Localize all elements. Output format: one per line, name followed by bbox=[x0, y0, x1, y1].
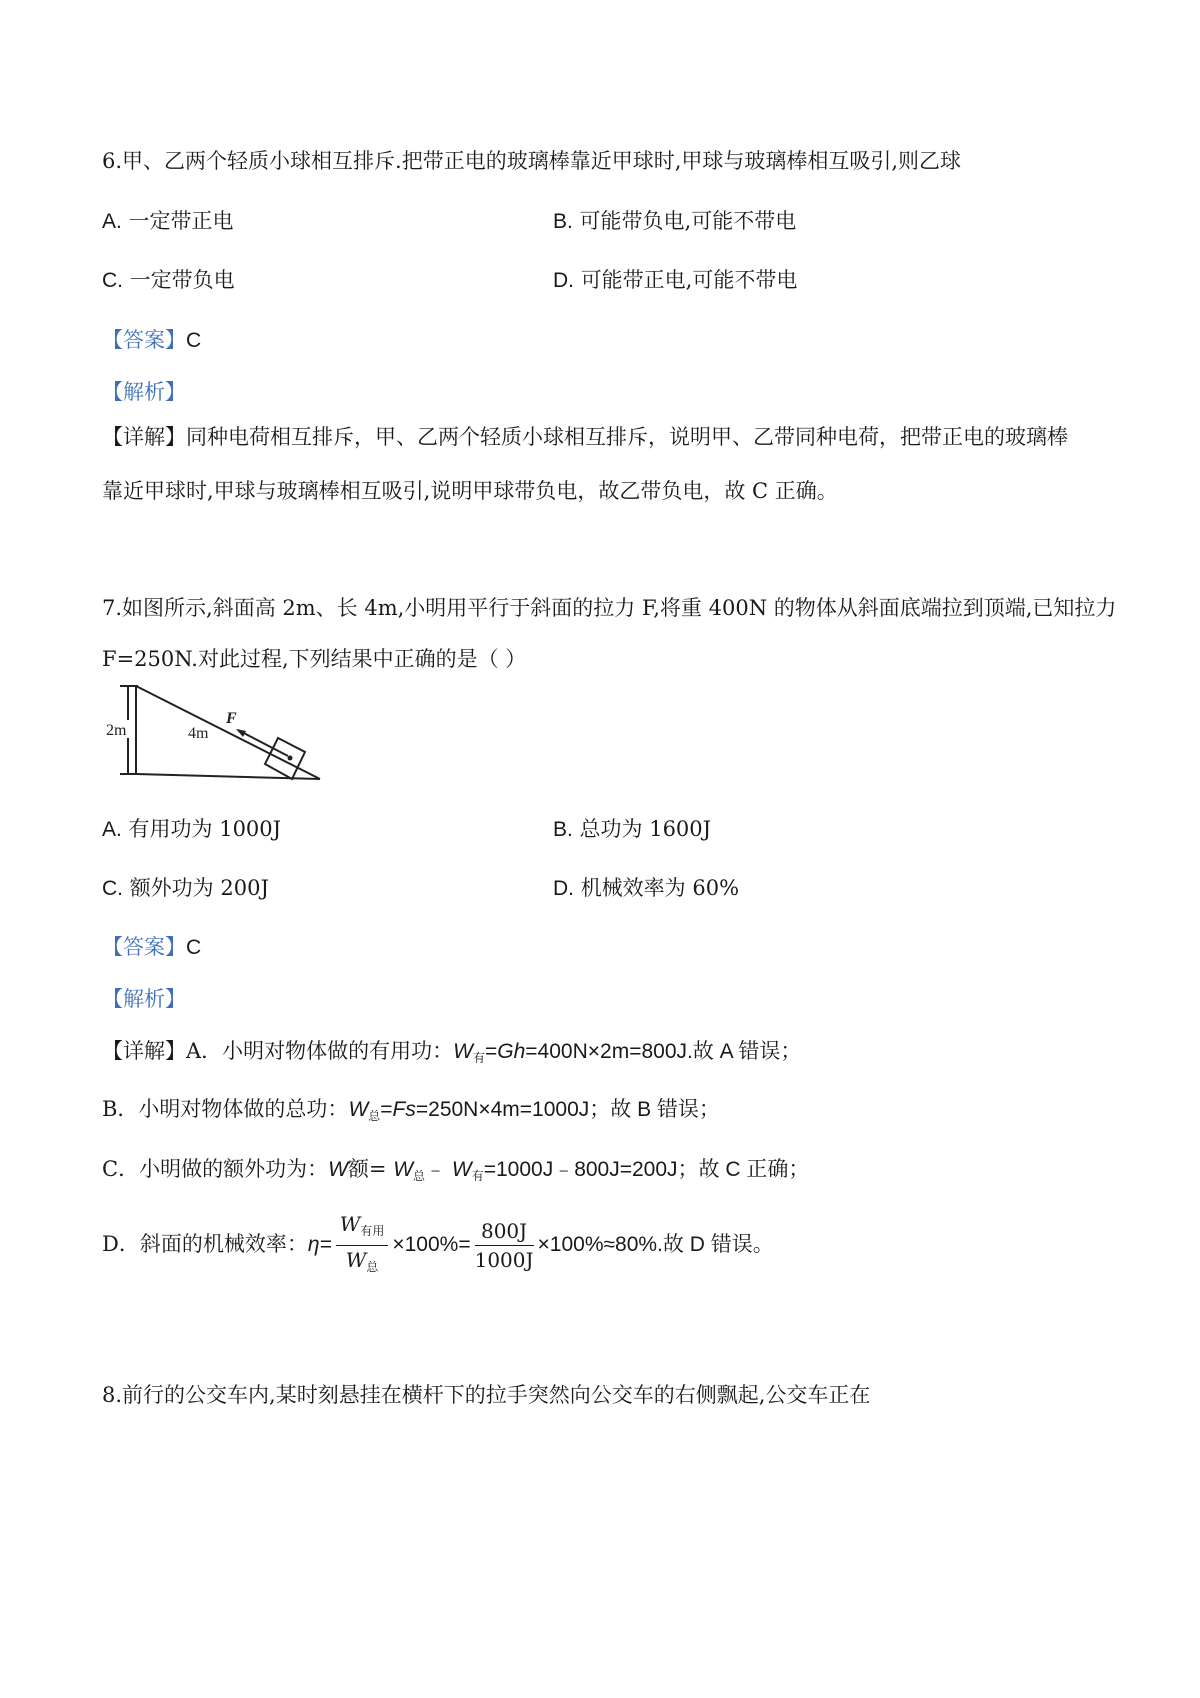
fs-symbol: Fs bbox=[392, 1098, 416, 1121]
eta-symbol: η= bbox=[307, 1233, 332, 1256]
q7-stem-line1: 7.如图所示,斜面高 2m、长 4m,小明用平行于斜面的拉力 F,将重 400N 的物体从斜面底端拉到顶端,已知拉力 bbox=[102, 596, 1117, 620]
w-subscript: 有用 bbox=[360, 1224, 385, 1238]
detail-rest: ×100%≈80%.故 D 错误。 bbox=[537, 1233, 774, 1256]
option-letter: D. bbox=[553, 269, 574, 292]
option-text: 可能带正电,可能不带电 bbox=[580, 268, 798, 292]
q7-detail-b bbox=[102, 1094, 720, 1131]
length-label: 4m bbox=[188, 725, 209, 742]
q7-detail-d bbox=[102, 1210, 774, 1281]
option-letter: C. bbox=[102, 877, 123, 900]
w-subscript: 有 bbox=[471, 1169, 484, 1183]
q6-answer bbox=[102, 325, 201, 356]
option-text: 机械效率为 60% bbox=[580, 876, 740, 900]
fraction-denominator bbox=[336, 1246, 389, 1281]
detail-mid: ×100%= bbox=[392, 1233, 471, 1256]
incline-slope bbox=[136, 686, 320, 779]
w-symbol: W bbox=[345, 1248, 367, 1272]
force-arrow-line bbox=[238, 730, 288, 756]
q7-option-c bbox=[102, 873, 269, 904]
option-letter: B. bbox=[553, 818, 573, 841]
answer-label: 【答案】 bbox=[102, 935, 186, 959]
answer-value: C bbox=[186, 329, 202, 352]
block bbox=[265, 738, 305, 779]
extra-label: 额= bbox=[347, 1157, 394, 1181]
efficiency-fraction bbox=[336, 1210, 389, 1281]
option-text: 一定带负电 bbox=[129, 268, 235, 292]
force-label: F bbox=[226, 710, 237, 727]
incline-figure bbox=[100, 680, 340, 800]
q7-option-d bbox=[553, 873, 739, 904]
q7-answer bbox=[102, 932, 201, 963]
equals-sign: = bbox=[485, 1040, 498, 1063]
q7-stem-line2: F=250N.对此过程,下列结果中正确的是（ ） bbox=[102, 647, 527, 671]
q6-detail-line2: 靠近甲球时,甲球与玻璃棒相互吸引,说明甲球带负电，故乙带负电，故 C 正确。 bbox=[102, 479, 838, 503]
detail-text: 同种电荷相互排斥，甲、乙两个轻质小球相互排斥，说明甲、乙带同种电荷，把带正电的玻璃棒 bbox=[186, 425, 1068, 449]
force-arrow-head bbox=[236, 729, 246, 737]
q6-option-d bbox=[553, 265, 797, 296]
q6-analysis-label: 【解析】 bbox=[102, 380, 186, 404]
option-letter: A. bbox=[102, 818, 122, 841]
answer-value: C bbox=[186, 936, 202, 959]
answer-label: 【答案】 bbox=[102, 328, 186, 352]
option-letter: C. bbox=[102, 269, 123, 292]
option-letter: B. bbox=[553, 210, 573, 233]
fraction-denominator: 1000J bbox=[474, 1248, 534, 1272]
option-letter: A. bbox=[102, 210, 122, 233]
detail-label: 【详解】 bbox=[102, 425, 186, 449]
detail-prefix: A．小明对物体做的有用功： bbox=[186, 1039, 454, 1063]
detail-label: 【详解】 bbox=[102, 1039, 186, 1063]
w-subscript: 总 bbox=[366, 1260, 379, 1274]
q6-option-b bbox=[553, 206, 796, 237]
w-symbol: W bbox=[393, 1158, 414, 1181]
block-center-dot bbox=[288, 756, 293, 761]
option-text: 总功为 1600J bbox=[579, 817, 712, 841]
w-subscript: 有 bbox=[473, 1051, 486, 1065]
detail-rest: =1000J﹣800J=200J；故 C 正确； bbox=[483, 1158, 810, 1181]
detail-rest: =400N×2m=800J.故 A 错误； bbox=[525, 1040, 802, 1063]
q7-option-a bbox=[102, 814, 281, 845]
w-symbol: W bbox=[453, 1040, 473, 1063]
height-label: 2m bbox=[106, 722, 127, 739]
w-subscript: 总 bbox=[413, 1169, 426, 1183]
q8-stem: 8.前行的公交车内,某时刻悬挂在横杆下的拉手突然向公交车的右侧飘起,公交车正在 bbox=[102, 1383, 871, 1407]
q6-detail-line1 bbox=[102, 422, 1068, 452]
fraction-numerator bbox=[336, 1210, 389, 1246]
gh-symbol: Gh bbox=[497, 1040, 526, 1063]
w-subscript: 总 bbox=[368, 1109, 381, 1123]
q6-option-c bbox=[102, 265, 235, 296]
w-symbol: W bbox=[339, 1212, 361, 1236]
equals-sign: = bbox=[380, 1098, 393, 1121]
q7-analysis-label: 【解析】 bbox=[102, 987, 186, 1011]
minus-sign: ﹣ bbox=[425, 1158, 452, 1181]
q6-option-a bbox=[102, 206, 234, 237]
detail-prefix: D．斜面的机械效率： bbox=[102, 1232, 308, 1256]
option-letter: D. bbox=[553, 877, 574, 900]
w-symbol: W bbox=[451, 1158, 472, 1181]
option-text: 可能带负电,可能不带电 bbox=[579, 209, 797, 233]
q7-detail-a bbox=[102, 1036, 801, 1073]
fraction-numerator: 800J bbox=[475, 1217, 534, 1246]
q7-option-b bbox=[553, 814, 711, 845]
detail-rest: =250N×4m=1000J；故 B 错误； bbox=[415, 1098, 720, 1121]
detail-prefix: C．小明做的额外功为： bbox=[102, 1157, 329, 1181]
w-symbol: W bbox=[328, 1158, 348, 1181]
option-text: 额外功为 200J bbox=[129, 876, 269, 900]
q6-stem: 6.甲、乙两个轻质小球相互排斥.把带正电的玻璃棒靠近甲球时,甲球与玻璃棒相互吸引,则乙球 bbox=[102, 149, 962, 173]
option-text: 有用功为 1000J bbox=[128, 817, 282, 841]
detail-prefix: B．小明对物体做的总功： bbox=[102, 1097, 349, 1121]
value-fraction bbox=[475, 1217, 534, 1274]
option-text: 一定带正电 bbox=[128, 209, 234, 233]
q7-detail-c bbox=[102, 1154, 809, 1191]
w-symbol: W bbox=[348, 1098, 369, 1121]
